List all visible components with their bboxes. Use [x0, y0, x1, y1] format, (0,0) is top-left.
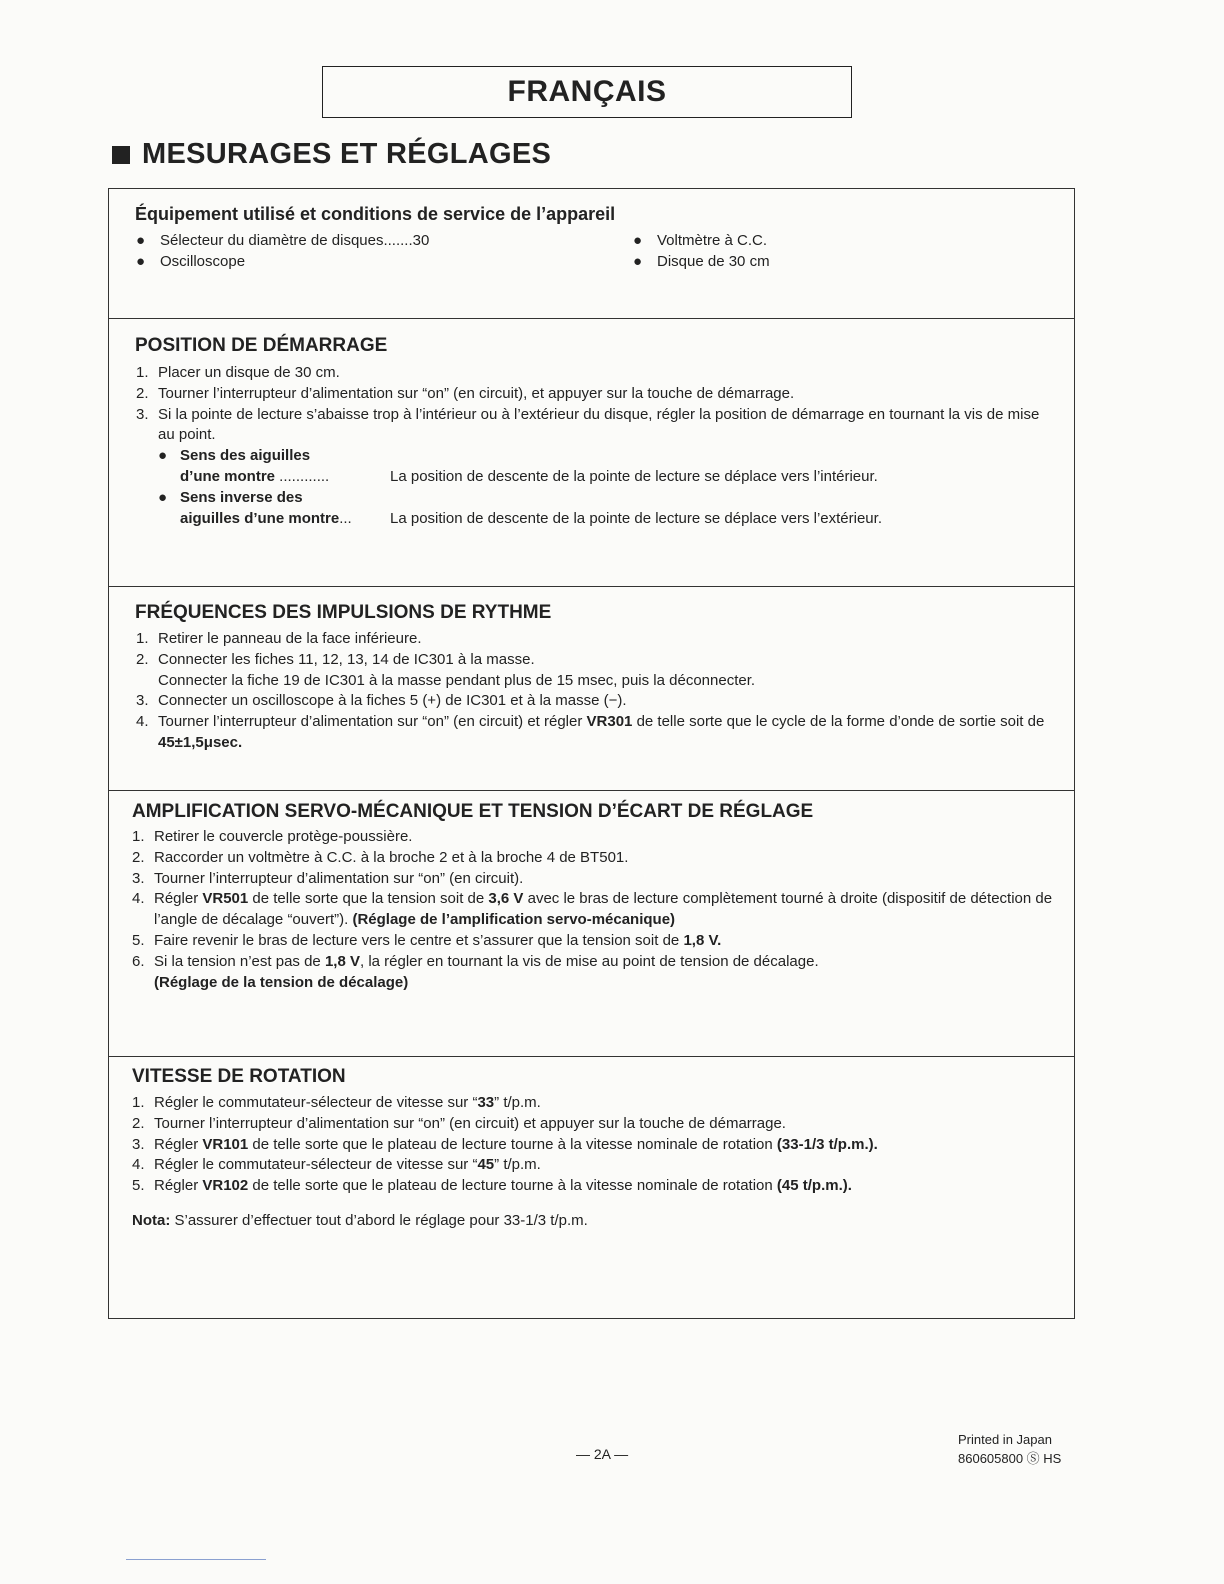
list-item: 4. Régler le commutateur-sélecteur de vitesse sur “45” t/p.m.	[132, 1156, 541, 1174]
list-item: 1. Placer un disque de 30 cm.	[136, 364, 340, 381]
list-item: 3. Régler VR101 de telle sorte que le plateau de lecture tourne à la vitesse nominale de rotation (33-1/3 t/p.m.).	[132, 1135, 878, 1153]
square-bullet-icon	[112, 146, 130, 164]
list-item: 6. Si la tension n’est pas de 1,8 V, la régler en tournant la vis de mise au point de tension de décalage. (Réglage de la tension de décalage)	[132, 952, 819, 991]
list-item: 1. Régler le commutateur-sélecteur de vitesse sur “33” t/p.m.	[132, 1094, 541, 1111]
list-item: 1. Retirer le panneau de la face inférieure.	[136, 630, 422, 647]
speed-section	[108, 1057, 1075, 1319]
list-item: 2. Tourner l’interrupteur d’alimentation sur “on” (en circuit), et appuyer sur la touche de démarrage.	[136, 384, 795, 402]
list-item: 3. Connecter un oscilloscope à la fiches 5 (+) de IC301 et à la masse (−).	[136, 692, 627, 710]
start-position-section	[108, 319, 1075, 587]
speed-title: VITESSE DE ROTATION	[132, 1066, 346, 1087]
equipment-title: Équipement utilisé et conditions de service de l’appareil	[135, 204, 616, 224]
list-item: 2. Tourner l’interrupteur d’alimentation sur “on” (en circuit) et appuyer sur la touche de démarrage.	[132, 1114, 786, 1132]
list-item: 5. Régler VR102 de telle sorte que le plateau de lecture tourne à la vitesse nominale de rotation (45 t/p.m.).	[132, 1177, 852, 1195]
list-item: 4. Régler VR501 de telle sorte que la tension soit de 3,6 V avec le bras de lecture complètement tourné à droite (dispositif de détection de l’angle de décalage “ouvert”). (Réglage de l’amplification servo-mécanique)	[132, 890, 1053, 929]
list-item: 3. Tourner l’interrupteur d’alimentation sur “on” (en circuit).	[132, 869, 524, 887]
list-item: 1. Retirer le couvercle protège-poussière.	[132, 828, 413, 845]
equipment-section	[108, 188, 1075, 319]
page-number: — 2A —	[576, 1446, 629, 1462]
equipment-item: ● Oscilloscope	[136, 252, 246, 270]
clockwise-item: ● Sens des aiguilles d’une montre ............ La position de descente de la pointe de lecture se déplace vers l’intérieur.	[158, 447, 878, 485]
list-item: 4. Tourner l’interrupteur d’alimentation sur “on” (en circuit) et régler VR301 de telle sorte que le cycle de la forme d’onde de sortie soit de 45±1,5μsec.	[136, 713, 1045, 751]
start-position-title: POSITION DE DÉMARRAGE	[135, 335, 388, 356]
list-item: 5. Faire revenir le bras de lecture vers le centre et s’assurer que la tension soit de 1,8 V.	[132, 931, 722, 949]
page-title	[112, 138, 551, 171]
speed-steps	[132, 1093, 1054, 1232]
pulse-frequency-title: FRÉQUENCES DES IMPULSIONS DE RYTHME	[135, 602, 552, 623]
counterclockwise-item: ● Sens inverse des aiguilles d’une montre... La position de descente de la pointe de lecture se déplace vers l’extérieur.	[158, 488, 882, 527]
pulse-frequency-section	[108, 587, 1075, 791]
list-item: 3. Si la pointe de lecture s’abaisse trop à l’intérieur ou à l’extérieur du disque, régler la position de démarrage en tournant la vis de mise au point.	[136, 405, 1040, 444]
equipment-list	[136, 231, 1054, 273]
equipment-item: ● Sélecteur du diamètre de disques.......30	[136, 232, 430, 249]
pulse-frequency-steps	[136, 629, 1054, 754]
equipment-item: ● Voltmètre à C.C.	[633, 232, 768, 249]
equipment-item: ● Disque de 30 cm	[633, 252, 770, 270]
list-item: 2. Raccorder un voltmètre à C.C. à la broche 2 et à la broche 4 de BT501.	[132, 848, 629, 866]
print-info: Printed in Japan 860605800 Ⓢ HS	[958, 1432, 1062, 1466]
note: Nota: S’assurer d’effectuer tout d’abord le réglage pour 33-1/3 t/p.m.	[132, 1211, 588, 1229]
servo-title: AMPLIFICATION SERVO-MÉCANIQUE ET TENSION D’ÉCART DE RÉGLAGE	[132, 801, 814, 822]
language-label: FRANÇAIS	[322, 66, 852, 118]
start-position-steps	[136, 363, 1054, 529]
servo-steps	[132, 827, 1054, 993]
servo-section	[108, 791, 1075, 1057]
list-item: 2. Connecter les fiches 11, 12, 13, 14 de IC301 à la masse. Connecter la fiche 19 de IC301 à la masse pendant plus de 15 msec, puis la déconnecter.	[136, 650, 756, 689]
page-title-text: MESURAGES ET RÉGLAGES	[142, 138, 552, 170]
scan-artifact-line	[126, 1559, 266, 1560]
